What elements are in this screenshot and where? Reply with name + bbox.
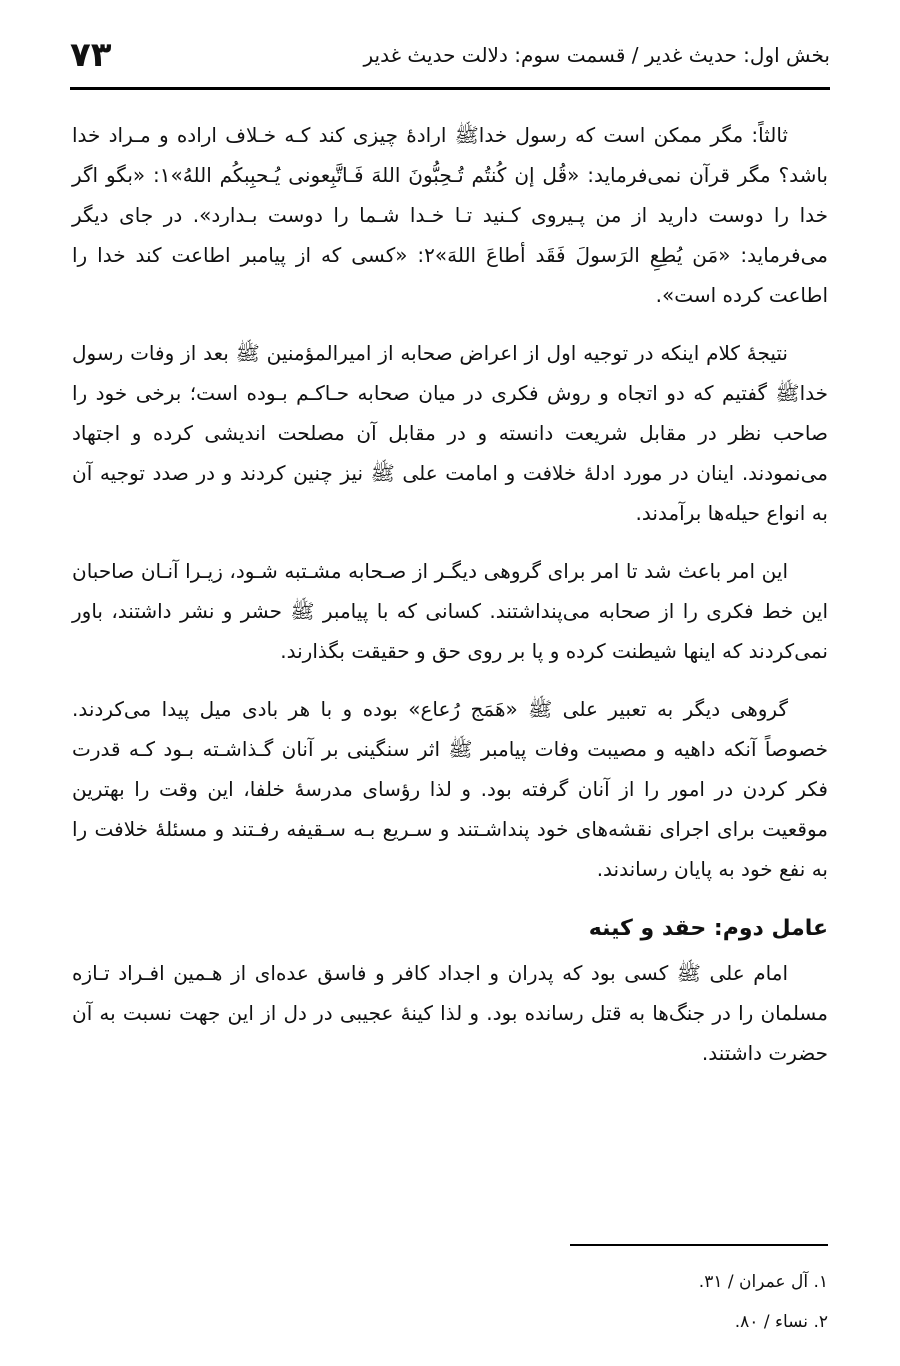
footnote-2: ۲. نساء / ۸۰. xyxy=(734,1312,828,1332)
running-header-title: بخش اول: حدیث غدیر / قسمت سوم: دلالت حدیث غدیر xyxy=(363,43,830,67)
header-divider xyxy=(70,87,830,90)
paragraph-4: گروهی دیگر به تعبیر علی ﷺ «هَمَج رُعاع» بوده و با هر بادی میل پیدا می‌کردند. خصوصاً آنکه داهیه و مصیبت وفات پیامبر ﷺ اثر سنگینی بر آنان گـذاشـته بـود کـه قدرت فکر کردن در امور را از آنان گرفته بود. و لذا رؤسای مدرسهٔ خلفا، این وقت را بهترین موقعیت برای اجرای نقشه‌های خود پنداشـتند و سـریع بـه سـقیفه رفـتند و مسئلهٔ خلافت را به نفع خود به پایان رساندند. xyxy=(72,697,828,881)
section-paragraph: امام علی ﷺ کسی بود که پدران و اجداد کافر و فاسق عده‌ای از هـمین افـراد تـازه مسلمان را در جنگ‌ها به قتل رسانده بود. و لذا کینهٔ عجیبی در دل از این جهت نسبت به آن حضرت داشتند. xyxy=(72,961,828,1065)
page-body xyxy=(72,115,828,1091)
paragraph-3: این امر باعث شد تا امر برای گروهی دیگـر از صـحابه مشـتبه شـود، زیـرا آنـان صاحبان این خط فکری را از صحابه می‌پنداشتند. کسانی که با پیامبر ﷺ حشر و نشر داشتند، باور نمی‌کردند که اینها شیطنت کرده و پا بر روی حق و حقیقت بگذارند. xyxy=(72,559,828,663)
paragraph-1: ثالثاً: مگر ممکن است که رسول خداﷺ ارادهٔ چیزی کند کـه خـلاف اراده و مـراد خدا باشد؟ مگر قرآن نمی‌فرماید: «قُل إن کُنتُم تُـحِبُّونَ اللهَ فَـاتَّبِعونی یُـحبِبکُم اللهُ»۱: «بگو اگر خدا را دوست دارید از من پـیروی کـنید تـا خـدا شـما را دوست بـدارد». در جای دیگر می‌فرماید: «مَن یُطِعِ الرَسولَ فَقَد أطاعَ اللهَ»۲: «کسی که از پیامبر اطاعت کند خدا را اطاعت کرده است». xyxy=(72,123,828,307)
footnote-divider xyxy=(570,1244,828,1246)
page-header xyxy=(70,30,830,80)
paragraph-2: نتیجهٔ کلام اینکه در توجیه اول از اعراض صحابه از امیرالمؤمنین ﷺ بعد از وفات رسول خداﷺ گفتیم که دو اتجاه و روش فکری در میان صحابه حـاکـم بـوده است؛ برخی خود را صاحب نظر در مقابل شریعت دانسته و در مقابل آن مصلحت اندیشی کرده و اجتهاد می‌نمودند. اینان در مورد ادلهٔ خلافت و امامت علی ﷺ نیز چنین کردند و در صدد توجیه آن به انواع حیله‌ها برآمدند. xyxy=(72,341,828,525)
section-heading: عامل دوم: حقد و کینه xyxy=(588,916,828,941)
footnotes xyxy=(72,1262,828,1342)
page-number: ۷۳ xyxy=(70,35,112,75)
footnote-1: ۱. آل عمران / ۳۱. xyxy=(698,1272,828,1292)
